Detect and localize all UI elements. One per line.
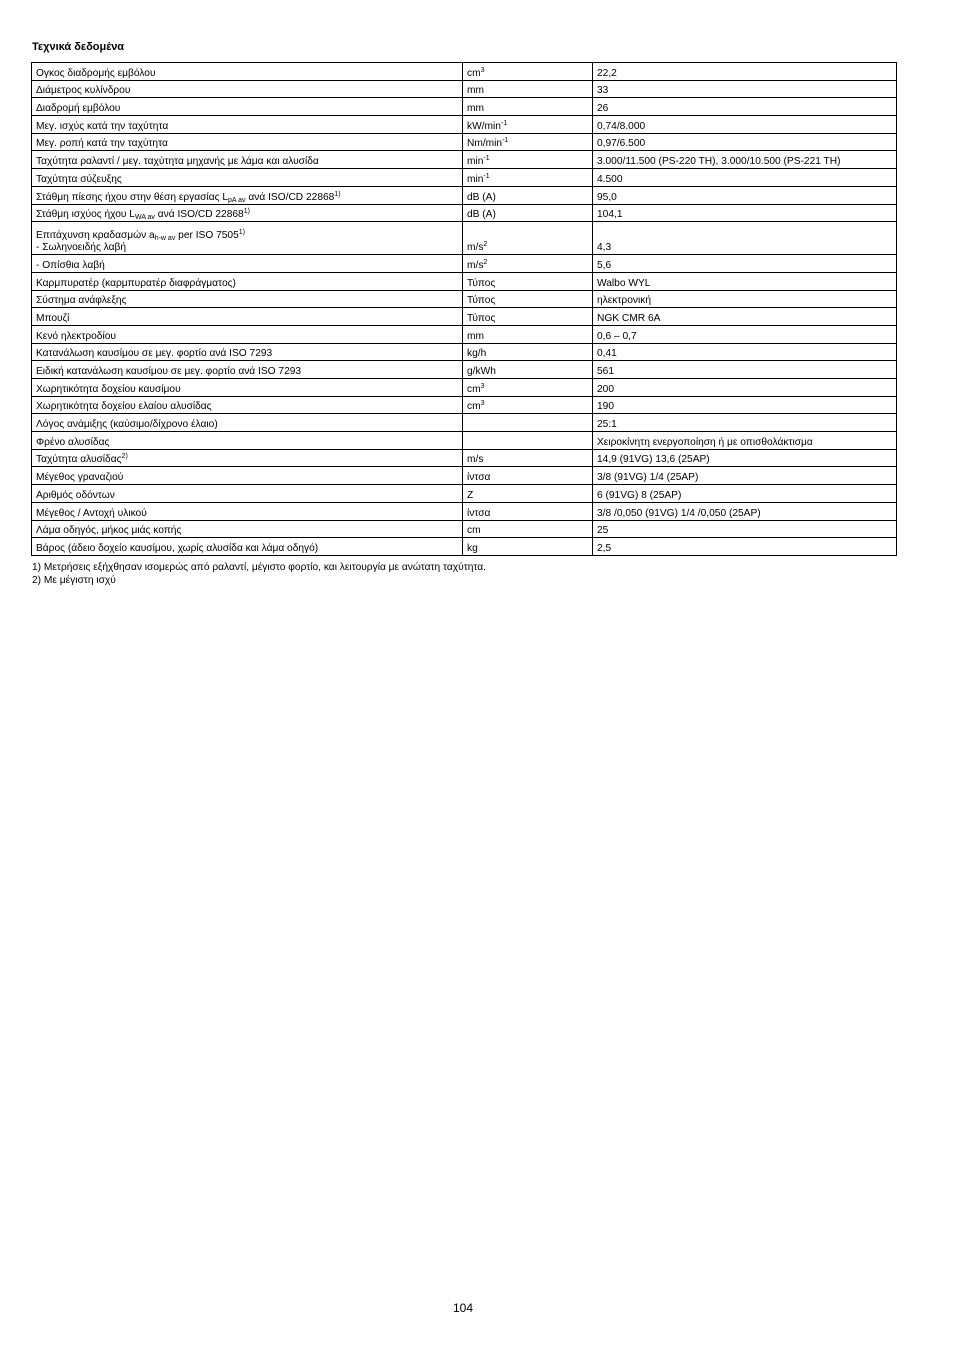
spec-label-cell: Ταχύτητα ραλαντί / μεγ. ταχύτητα μηχανής με λάμα και αλυσίδα xyxy=(32,151,463,169)
spec-label-cell: Διάμετρος κυλίνδρου xyxy=(32,80,463,98)
spec-unit-cell: dB (A) xyxy=(463,186,593,204)
spec-unit-cell: m/s xyxy=(463,449,593,467)
spec-unit-cell: cm xyxy=(463,520,593,538)
spec-label-cell: Χωρητικότητα δοχείου καυσίμου xyxy=(32,379,463,397)
spec-value-cell: 561 xyxy=(593,361,897,379)
footnote-2: 2) Με μέγιστη ισχύ xyxy=(32,575,116,586)
spec-unit-cell: mm xyxy=(463,98,593,116)
spec-label-cell: Σύστημα ανάφλεξης xyxy=(32,290,463,308)
spec-label-cell: Ειδική κατανάλωση καυσίμου σε μεγ. φορτίο ανά ISO 7293 xyxy=(32,361,463,379)
table-row xyxy=(32,222,897,255)
table-row xyxy=(32,151,897,169)
spec-label-cell: Στάθμη ισχύος ήχου $L_{WA av}$ ανά ISO/CD 22868$^{1)}$ xyxy=(32,204,463,222)
spec-label-cell: Καρμπυρατέρ (καρμπυρατέρ διαφράγματος) xyxy=(32,272,463,290)
table-row xyxy=(32,98,897,116)
spec-unit-cell: dB (A) xyxy=(463,204,593,222)
spec-value-cell: NGK CMR 6A xyxy=(593,308,897,326)
spec-value-cell: 22,2 xyxy=(593,63,897,81)
spec-unit-cell: g/kWh xyxy=(463,361,593,379)
spec-unit-cell: $\min^{-1}$ xyxy=(463,169,593,187)
table-row xyxy=(32,449,897,467)
spec-unit-cell: mm xyxy=(463,80,593,98)
spec-value-cell: 33 xyxy=(593,80,897,98)
spec-unit-cell: kg xyxy=(463,538,593,556)
table-row xyxy=(32,379,897,397)
spec-value-cell: 3.000/11.500 (PS-220 TH), 3.000/10.500 (PS-221 TH) xyxy=(593,151,897,169)
spec-value-cell: 3/8 (91VG) 1/4 (25AP) xyxy=(593,467,897,485)
spec-unit-cell: Τύπος xyxy=(463,272,593,290)
spec-unit-cell: Z xyxy=(463,485,593,503)
spec-value-cell: Χειροκίνητη ενεργοποίηση ή με οπισθολάκτισμα xyxy=(593,432,897,450)
footnote-1: 1) Μετρήσεις εξήχθησαν ισομερώς από ραλαντί, μέγιστο φορτίο, και λειτουργία με ανώτατη ταχύτητα. xyxy=(32,562,486,573)
spec-label-cell: Μεγ. ροπή κατά την ταχύτητα xyxy=(32,133,463,151)
spec-unit-cell: $m/s^2$ xyxy=(463,222,593,255)
spec-label-cell: - Οπίσθια λαβή xyxy=(32,255,463,273)
spec-label-cell: Μέγεθος γραναζιού xyxy=(32,467,463,485)
spec-label-cell: Στάθμη πίεσης ήχου στην θέση εργασίας $L_{pA av}$ ανά ISO/CD 22868$^{1)}$ xyxy=(32,186,463,204)
table-row xyxy=(32,325,897,343)
spec-label-cell: Λόγος ανάμιξης (καύσιμο/δίχρονο έλαιο) xyxy=(32,414,463,432)
spec-value-cell: 5,6 xyxy=(593,255,897,273)
table-row xyxy=(32,116,897,134)
spec-value-cell: 26 xyxy=(593,98,897,116)
spec-unit-cell: $cm^3$ xyxy=(463,396,593,414)
spec-unit-cell: ίντσα xyxy=(463,467,593,485)
spec-value-cell: 190 xyxy=(593,396,897,414)
spec-value-cell: Walbo WYL xyxy=(593,272,897,290)
table-row xyxy=(32,272,897,290)
table-row xyxy=(32,204,897,222)
spec-unit-cell: $kW/\min^{-1}$ xyxy=(463,116,593,134)
spec-unit-cell: $\min^{-1}$ xyxy=(463,151,593,169)
spec-label-cell: Κενό ηλεκτροδίου xyxy=(32,325,463,343)
page-title: Τεχνικά δεδομένα xyxy=(32,41,125,53)
table-row xyxy=(32,538,897,556)
spec-unit-cell: $m/s^2$ xyxy=(463,255,593,273)
spec-label-cell: Βάρος (άδειο δοχείο καυσίμου, χωρίς αλυσίδα και λάμα οδηγό) xyxy=(32,538,463,556)
spec-value-cell: 2,5 xyxy=(593,538,897,556)
spec-label-cell: Αριθμός οδόντων xyxy=(32,485,463,503)
spec-value-cell: 104,1 xyxy=(593,204,897,222)
spec-value-cell: 4,3 xyxy=(593,222,897,255)
spec-label-cell: Μέγεθος / Αντοχή υλικού xyxy=(32,502,463,520)
spec-value-cell: 0,97/6.500 xyxy=(593,133,897,151)
spec-value-cell: 0,6 – 0,7 xyxy=(593,325,897,343)
spec-label-cell: Μπουζί xyxy=(32,308,463,326)
table-row xyxy=(32,133,897,151)
technical-data-table-body xyxy=(32,63,897,556)
spec-label-cell: Χωρητικότητα δοχείου ελαίου αλυσίδας xyxy=(32,396,463,414)
spec-label-cell: Κατανάλωση καυσίμου σε μεγ. φορτίο ανά ISO 7293 xyxy=(32,343,463,361)
spec-label-cell: Ταχύτητα σύζευξης xyxy=(32,169,463,187)
spec-label-cell: Λάμα οδηγός, μήκος μιάς κοπής xyxy=(32,520,463,538)
table-row xyxy=(32,502,897,520)
spec-unit-cell: $cm^3$ xyxy=(463,63,593,81)
spec-value-cell: 3/8 /0,050 (91VG) 1/4 /0,050 (25AP) xyxy=(593,502,897,520)
table-row xyxy=(32,414,897,432)
spec-value-cell: 25 xyxy=(593,520,897,538)
spec-unit-cell: Τύπος xyxy=(463,308,593,326)
spec-value-cell: 14,9 (91VG) 13,6 (25AP) xyxy=(593,449,897,467)
table-row xyxy=(32,63,897,81)
spec-value-cell: 200 xyxy=(593,379,897,397)
table-row xyxy=(32,308,897,326)
spec-label-cell: Επιτάχυνση κραδασμών $a_{h-w av}$ per ISO 7505$^{1)}$ - Σωληνοειδής λαβή xyxy=(32,222,463,255)
table-row xyxy=(32,290,897,308)
spec-label-cell: Ταχύτητα αλυσίδας$^{2)}$ xyxy=(32,449,463,467)
table-row xyxy=(32,396,897,414)
table-row xyxy=(32,432,897,450)
spec-value-cell: 25:1 xyxy=(593,414,897,432)
footnotes xyxy=(32,561,486,587)
spec-unit-cell xyxy=(463,414,593,432)
technical-data-table xyxy=(31,62,897,556)
spec-value-cell: 4.500 xyxy=(593,169,897,187)
spec-unit-cell: $cm^3$ xyxy=(463,379,593,397)
table-row xyxy=(32,255,897,273)
spec-unit-cell xyxy=(463,432,593,450)
table-row xyxy=(32,169,897,187)
spec-label-cell: Φρένο αλυσίδας xyxy=(32,432,463,450)
table-row xyxy=(32,485,897,503)
table-row xyxy=(32,343,897,361)
spec-label-cell: Ογκος διαδρομής εμβόλου xyxy=(32,63,463,81)
spec-unit-cell: mm xyxy=(463,325,593,343)
spec-value-cell: 0,74/8.000 xyxy=(593,116,897,134)
table-row xyxy=(32,467,897,485)
table-row xyxy=(32,186,897,204)
spec-unit-cell: Τύπος xyxy=(463,290,593,308)
spec-value-cell: ηλεκτρονική xyxy=(593,290,897,308)
spec-value-cell: 95,0 xyxy=(593,186,897,204)
spec-unit-cell: $Nm/\min^{-1}$ xyxy=(463,133,593,151)
table-row xyxy=(32,520,897,538)
spec-unit-cell: kg/h xyxy=(463,343,593,361)
spec-value-cell: 0,41 xyxy=(593,343,897,361)
spec-label-cell: Διαδρομή εμβόλου xyxy=(32,98,463,116)
spec-unit-cell: ίντσα xyxy=(463,502,593,520)
spec-value-cell: 6 (91VG) 8 (25AP) xyxy=(593,485,897,503)
table-row xyxy=(32,361,897,379)
spec-label-cell: Μεγ. ισχύς κατά την ταχύτητα xyxy=(32,116,463,134)
page-number: 104 xyxy=(452,1301,474,1315)
table-row xyxy=(32,80,897,98)
